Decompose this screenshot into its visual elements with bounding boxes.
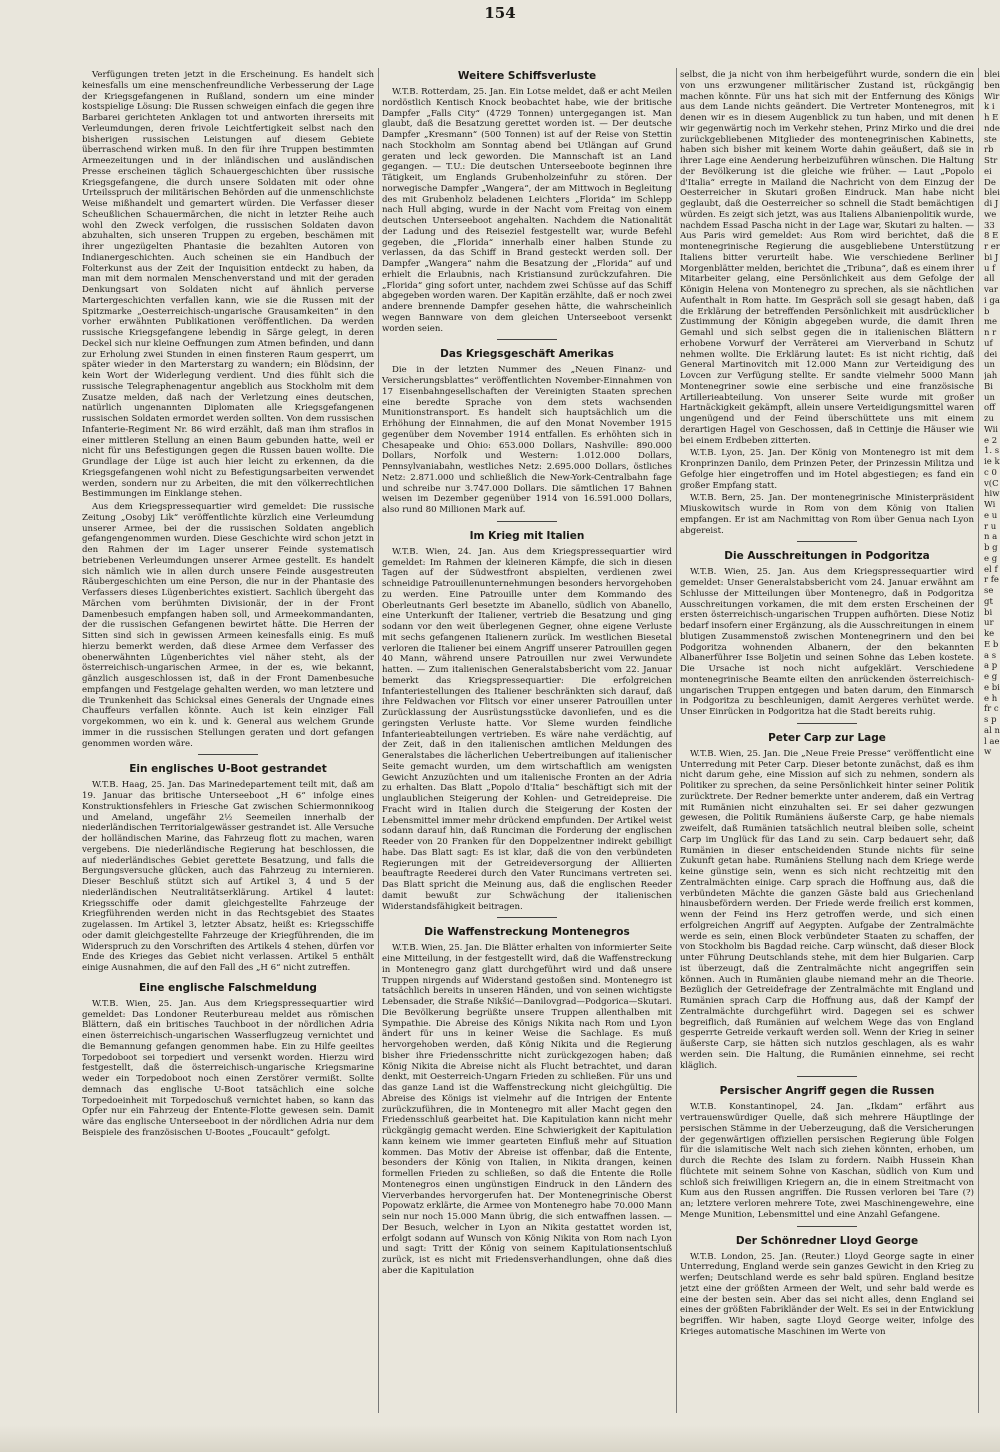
divider xyxy=(497,917,557,918)
article-text: W.T.B. Wien, 24. Jan. Aus dem Kriegspressequartier wird gemeldet: Im Rahmen der kleineren Kämpfe, die sich in diesen Tagen auf der Südwestfront abspielten, verdienen zwei schneidige Patrouillenunternehmungen besonders hervorgehoben zu werden. Eine Patrouille unter dem Kommando des Oberleutnants Gerl besetzte im Abanello, südlich von Abanello, eine Unterkunft der Italiener, vertrieb die Besatzung und ging sodann vor den weit überlegenen Gegner, ohne eigene Verluste mit sechs gefangenen Italienern zurück. Im westlichen Biesetal verloren die Italiener bei einem Angriff unserer Patrouillen gegen 40 Mann, während unsere Patrouillen nur zwei Verwundete hatten. — Zum italienischen Generalstabsbericht vom 22. Januar bemerkt das Kriegspressequartier: Die erfolgreichen Infanteriestellungen des Italiener beschränkten sich darauf, daß ihre Feldwachen vor Flitsch vor einer unserer Patrouillen unter Zurücklassung der Ausrüstungsstücke davonliefen, und es die geringsten Verluste hatte. Vor Sleme wurden feindliche Infanterieabteilungen vertrieben. Es wäre nahe verdächtig, auf der Zeit, daß in den italienischen amtlichen Meldungen des Generalstabes die lächerlichen Uebertreibungen auf italienischer Seite gemacht wurden, um dem wirtschaftlich am wenigsten Gewicht Anzuzüchten und um italienische Fronten an der Adria zu erhalten. Das Blatt „Popolo d'Italia“ beschäftigt sich mit der unglaublichen Steigerung der Kohlen- und Getreidepreise. Die Fracht wird in Italien durch die Steigerung der Kosten der Lebensmittel immer mehr drückend empfunden. Der Artikel weist sodann darauf hin, daß Runciman die Forderung der englischen Reeder von 20 Franken für den Doppelzentner indirekt gebilligt habe. Das Blatt sagt: Es ist klar, daß die von den verbündeten Regierungen mit der Getreideversorgung der Alliierten beauftragte Reederei durch den Vater Runcimans vertreten sei. Das Blatt spricht die Meinung aus, daß die englischen Reeder damit bewußt zur Schwächung der italienischen Widerstandsfähigkeit beitragen. xyxy=(382,546,672,912)
article-text: W.T.B. Wien, 25. Jan. Die „Neue Freie Presse“ veröffentlicht eine Unterredung mit Peter Carp. Dieser betonte zunächst, daß es ihm nicht darum gehe, eine Mission auf sich zu nehmen, sondern als Politiker zu sprechen, da seine Persönlichkeit hinter seiner Politik zurücktrete. Der Redner bemerkte unter anderem, daß ein Vertrag mit Rumänien nicht einzuhalten sei. Er sei daher gezwungen gewesen, die Politik Rumäniens äußerste Carp, ge habe niemals zweifelt, daß Rumänien tatsächlich neutral bleiben solle, scheint Carp im Unglück für das Land zu sein. Carp bedauert sehr, daß Rumänien in dieser entscheidenden Stunde nichts für seine Zukunft getan habe. Rumäniens Stellung nach dem Kriege werde keine günstige sein, wenn es sich nicht rechtzeitig mit den Zentralmächten einige. Carp sprach die Hoffnung aus, daß die verbündeten Mächte die ganzen Gäste bald aus Griechenland hinausbefördern werden. Der Friede werde freilich erst kommen, wenn der Feind ins Herz getroffen werde, und sich einen erfolgreichen Angriff auf Aegypten. Aufgabe der Zentralmächte werde es sein, einen Block verbündeter Staaten zu schaffen, der von Stockholm bis Bagdad reiche. Carp wünscht, daß dieser Block unter Führung Deutschlands stehe, mit dem hier Bulgarien. Carp ist überzeugt, daß die Zentralmächte nicht angegriffen sein können. Auch in Rumänien glaube niemand mehr an die Theorie. Bezüglich der Getreidefrage der Zentralmächte mit England und Rumänien sprach Carp die Hoffnung aus, daß der Kampf der Zentralmächte durchgeführt wird. Dagegen sei es schwer begreiflich, daß Rumänien auf welchem Wege das von England gesperrte Getreide verkauft werden soll. Wenn der Krieg in seiner äußerste Carp, sie hätten sich nutzlos geschlagen, als es wahr werden sein. Die Haltung, die Rumänien einnehme, sei recht kläglich. xyxy=(680,748,974,1071)
column-separator xyxy=(676,68,677,1413)
column-1 xyxy=(82,70,374,1141)
article-text: W.T.B. Bern, 25. Jan. Der montenegrinische Ministerpräsident Miuskowitsch wurde in Rom von dem König von Italien empfangen. Er ist am Nachmittag von Rom über Genua nach Lyon abgereist. xyxy=(680,493,974,536)
headline: Die Waffenstreckung Montenegros xyxy=(424,926,630,939)
article-text: W.T.B. London, 25. Jan. (Reuter.) Lloyd George sagte in einer Unterredung, England werde sein ganzes Gewicht in den Krieg zu werfen; Deutschland werde es sehr bald spüren. England besitze jetzt eine der größten Armeen der Welt, und sehr bald werde es eine der besten sein. Aber das sei nicht alles, denn England sei eines der größten Fabrikländer der Welt. Es sei in der Entwicklung begriffen. Wir haben, sagte Lloyd George weiter, infolge des Krieges automatische Maschinen im Werte von xyxy=(680,1251,974,1337)
article-text: Aus dem Kriegspressequartier wird gemeldet: Die russische Zeitung „Osobyj Lik“ veröffentlichte kürzlich eine Verleumdung unserer Armee, bei der die russischen Soldaten angeblich gefangengenommen wurden. Diese Geschichte wird schon jetzt in den Rahmen der im Lager unserer Feinde systematisch betriebenen Verleumdungen unserer Armee gestellt. Es handelt sich nämlich wie in allen durch unsere Feinde ausgestreuten Räubergeschichten um eine Person, die nur in der Phantasie des Verfassers dieses Lügenberichtes existiert. Sachlich übergeht das Märchen vom berühmten Divisionär, der in der Front Damenbesuch empfangen haben soll, und Armeekommandanten, der die russischen Gefangenen bewirtet hätte. Die Herren der Sitten sind sich in gewissen Armeen keinesfalls einig. Es muß hierzu bemerkt werden, daß diese Armee dem Verfasser des obenerwähnten Lügenberichtes viel näher steht, als der österreichisch-ungarischen Armee, in der es, wie bekannt, gänzlich ausgeschlossen ist, daß in der Front Damenbesuche empfangen und Festgelage gehalten werden, wo man letztere und die Trunkenheit das Schicksal eines Generals der Ungnade eines Chauffeurs verfallen könnte. Auch ist kein einziger Fall vorgekommen, wo ein k. und k. General aus welchem Grunde immer in die russischen Stellungen geraten und dort gefangen genommen worden wäre. xyxy=(82,502,374,749)
divider xyxy=(797,541,857,542)
article-text: selbst, die ja nicht von ihm herbeigeführt wurde, sondern die ein von uns erzwungener militärischer Zustand ist, rückgängig machen könnte. Für uns hat sich mit der Entfernung des Königs aus dem Lande nichts geändert. Die Vertreter Montenegros, mit denen wir es in diesem Augenblick zu tun haben, und mit denen wir gegenwärtig noch im Verkehr stehen, Prinz Mirko und die drei zurückgebliebenen Mitglieder des montenegrinischen Kabinetts, haben sich bisher mit keinem Worte dahin geäußert, daß sie in ihrer Lage eine Aenderung herbeizuführen wünschen. Die Haltung der Bevölkerung ist die gleiche wie früher. — Laut „Popolo d'Italia“ erregte in Mailand die Nachricht von dem Einzug der Oesterreicher in Skutari großen Eindruck. Man habe nicht geglaubt, daß die Oesterreicher so schnell die Stadt bemächtigen würden. Es zeigt sich jetzt, was aus Italiens Albanienpolitik wurde, nachdem Essad Pascha nicht in der Lage war, Skutari zu halten. — Aus Paris wird gemeldet: Aus Rom wird berichtet, daß die montenegrinische Regierung die ausgebliebene Unterstützung Italiens bitter verurteilt habe. Wie verschiedene Berliner Morgenblätter melden, berichtet die „Tribuna“, daß es einem ihrer Mitarbeiter gelang, eine Persönlichkeit aus dem Gefolge der Königin Helena von Montenegro zu sprechen, als sie nächtlichen Aufenthalt in Rom hatte. Im Gespräch soll sie gesagt haben, daß die Erklärung der betreffenden Persönlichkeit mit ausdrücklicher Zustimmung der Königin abgegeben wurde, die damit Ihren Gemahl und sich selbst gegen die in italienischen Blättern erhobene Vorwurf der Verräterei am Vierverband in Schutz nehmen wollte. Die Erklärung lautet: Es ist nicht richtig, daß General Martinovitch mit 12.000 Mann zur Verteidigung des Lovcen zur Verfügung stellte. Er sandte vielmehr 5000 Mann Montenegriner sowie eine serbische und eine französische Artillerieabteilung. Von unserer Seite wurde mit großer Hartnäckigkeit gekämpft, allein unsere Verteidigungsmittel waren ungenügend und der Feind überschüttete uns mit einem derartigen Hagel von Geschossen, daß in Cettinje die Häuser wie bei einem Erdbeben zitterten. xyxy=(680,70,974,446)
article-text: W.T.B. Lyon, 25. Jan. Der König von Montenegro ist mit dem Kronprinzen Danilo, dem Prinzen Peter, der Prinzessin Militza und Gefolge hier eingetroffen und im Hotel abgestiegen; es fand ein großer Empfang statt. xyxy=(680,448,974,491)
article-text: Die in der letzten Nummer des „Neuen Finanz- und Versicherungsblattes“ veröffentlichten November-Einnahmen von 17 Eisenbahngesellschaften der Vereinigten Staaten sprechen eine beredte Sprache von dem stets wachsenden Munitionstransport. Es handelt sich hauptsächlich um die Erhöhung der Einnahmen, die auf den Monat November 1915 gegenüber dem November 1914 entfallen. Es erhöhten sich in Chesapeake und Ohio: 653.000 Dollars, Nashville: 890.000 Dollars, Norfolk und Western: 1.012.000 Dollars, Pennsylvaniabahn, westliches Netz: 2.695.000 Dollars, östliches Netz: 2.871.000 und schließlich die New-York-Centralbahn fage und schreibe nur 3.747.000 Dollars. Die sämtlichen 17 Bahnen weisen im Dezember gegenüber 1914 von 16.591.000 Dollars, also rund 80 Millionen Mark auf. xyxy=(382,365,672,515)
column-3 xyxy=(680,70,974,1340)
divider xyxy=(797,1076,857,1077)
headline: Der Schönredner Lloyd George xyxy=(735,1234,919,1247)
column-2 xyxy=(382,70,672,1279)
divider xyxy=(497,339,557,340)
page-number: 154 xyxy=(484,4,516,22)
headline: Eine englische Falschmeldung xyxy=(139,981,317,994)
article-text: W.T.B. Haag, 25. Jan. Das Marinedepartement teilt mit, daß am 19. Januar das britische Unterseeboot „H 6“ infolge eines Konstruktionsfehlers in Friesche Gat zwischen Schiermonnikoog und Ameland, ungefähr 2½ Seemeilen innerhalb der niederländischen Territorialgewässer gestrandet ist. Alle Versuche der holländischen Marine, das Fahrzeug flott zu machen, waren vergebens. Die niederländische Regierung hat beschlossen, die auf niederländisches Gebiet gerettete Besatzung, und falls die Bergungsversuche glücken, auch das Fahrzeug zu internieren. Dieser Beschluß stützt sich auf Artikel 3, 4 und 5 der niederländischen Neutralitätserklärung. Artikel 4 lautet: Kriegsschiffe oder damit gleichgestellte Fahrzeuge der Kriegführenden werden nicht in das Rechtsgebiet des Staates zugelassen. Im Artikel 3, letzter Absatz, heißt es: Kriegsschiffe oder damit gleichgestellte Fahrzeuge der Kriegführenden, die im Widerspruch zu den Vorschriften des Artikels 4 stehen, dürfen vor Ende des Krieges das Gebiet nicht verlassen. Artikel 5 enthält einige Ausnahmen, die auf den Fall des „H 6“ nicht zutreffen. xyxy=(82,780,374,973)
adjacent-page-edge: bleiben Wirk ih Ende sterb Strei De bleidi Jwe 338 Er erbi Ju fall vari gab men ruf dei un jah Bi un off zu Wiie 21. sie kc 0 v(C hiw Wie ur un ab ge gel fr fe se gt bi ur ke E ba sa pe ge bi e h fr c s p al nl ae w xyxy=(984,70,1000,758)
headline: Peter Carp zur Lage xyxy=(768,731,886,744)
page-bottom-edge xyxy=(0,1425,1000,1452)
divider xyxy=(797,723,857,724)
headline: Persischer Angriff gegen die Russen xyxy=(719,1085,935,1098)
headline: Das Kriegsgeschäft Amerikas xyxy=(440,348,614,361)
headline: Die Ausschreitungen in Podgoritza xyxy=(724,550,930,563)
divider xyxy=(497,521,557,522)
column-separator xyxy=(378,68,379,1413)
article-text: W.T.B. Wien, 25. Jan. Aus dem Kriegspressequartier wird gemeldet: Das Londoner Reuterbureau meldet aus römischen Blättern, daß ein britisches Tauchboot in der nördlichen Adria einen österreichisch-ungarischen Wasserflugzeug vernichtet und die Bemannung gefangen genommen habe. Ein zu Hilfe geeiltes Torpedoboot sei torpediert und versenkt worden. Hierzu wird festgestellt, daß die österreichisch-ungarische Kriegsmarine weder ein Torpedoboot noch einen Zerstörer vermißt. Sollte demnach das englische U-Boot tatsächlich eine solche Torpedoeinheit mit Torpedoschuß vernichtet haben, so kann das Opfer nur ein Fahrzeug der Entente-Flotte gewesen sein. Damit wäre das englische Unterseeboot in der nördlichen Adria nur dem Beispiele des französischen U-Bootes „Foucault“ gefolgt. xyxy=(82,998,374,1138)
headline: Ein englisches U-Boot gestrandet xyxy=(129,763,327,776)
headline: Weitere Schiffsverluste xyxy=(457,70,597,82)
article-text: W.T.B. Rotterdam, 25. Jan. Ein Lotse meldet, daß er acht Meilen nordöstlich Kentisch Knock beobachtet habe, wie der britische Dampfer „Falls City“ (4729 Tonnen) untergegangen ist. Man glaubt, daß die Besatzung gerettet worden ist. — Der deutsche Dampfer „Kresmann“ (500 Tonnen) ist auf der Reise von Stettin nach Stockholm am Sonntag abend bei Utlängan auf Grund geraten und leck geworden. Die Mannschaft ist an Land gegangen. — T.U.: Die deutschen Unterseeboote beginnen ihre Tätigkeit, um Englands Grubenholzeinfuhr zu stören. Der norwegische Dampfer „Wangera“, der am Mittwoch in Begleitung des mit Grubenholz beladenen Leichters „Florida“ im Schlepp nach Hull abging, wurde in der Nacht vom Freitag von einem deutschen Unterseeboot angehalten. Nachdem die Nationalität der Ladung und des Reiseziel festgestellt war, wurde Befehl gegeben, die „Florida“ innerhalb einer halben Stunde zu verlassen, da das Schiff in Brand gesteckt werden soll. Der Dampfer „Wangera“ nahm die Besatzung der „Florida“ auf und erhielt die Erlaubnis, nach Kristiansund zurückzufahren. Die „Florida“ ging sofort unter, nachdem zwei Schüsse auf das Schiff abgegeben worden waren. Der Kapitän erzählte, daß er noch zwei andere brennende Dampfer gesehen hätte, die wahrscheinlich wegen Bannware von dem gleichen Unterseeboot versenkt worden seien. xyxy=(382,87,672,334)
divider xyxy=(198,754,258,755)
article-text: W.T.B. Konstantinopel, 24. Jan. „Ikdam“ erfährt aus vertrauenswürdiger Quelle, daß sich mehrere Häuptlinge der persischen Stämme in der Ueberzeugung, daß die Versicherungen der gegenwärtigen offiziellen persischen Regierung üble Folgen für die islamitische Welt nach sich ziehen könnten, erhoben, um durch die Rechte des Islam zu fordern. Naibh Hussein Khan flüchtete mit seinem Sohne von Kaschan, südlich von Kum und schloß sich freiwilligen Kriegern an, die in einem Streitmacht von Kum aus den Russen angriffen. Die Russen verloren bei Tare (?) an; letztere verloren mehrere Tote, zwei Maschinengewehre, eine Menge Munition, Lebensmittel und eine Anzahl Gefangene. xyxy=(680,1102,974,1220)
article-text: Verfügungen treten jetzt in die Erscheinung. Es handelt sich keinesfalls um eine menschenfreundliche Verbesserung der Lage der Kriegsgefangenen in Rußland, sondern um eine minder kostspielige Lösung: Die Russen schweigen einfach die gegen ihre Barbarei gerichteten Anklagen tot und antworten ihrerseits mit Verleumdungen, deren frivole Leichtfertigkeit selbst nach den bisherigen russischen Leistungen auf diesem Gebiete überraschend wirken muß. In den für ihre Truppen bestimmten Armeezeitungen und in der inländischen und ausländischen Presse erscheinen täglich Schauergeschichten über russische Kriegsgefangene, die durch unsere Soldaten mit oder ohne Urteilsspruch der militärischen Behörden auf die unmenschlichste Weise mißhandelt und gemartert würden. Die Verfasser dieser Scheußlichen Schauermärchen, die nicht in letzter Reihe auch wohl den Zweck verfolgen, die russischen Soldaten davon abzuhalten, sich unseren Truppen zu ergeben, beschämen mit ihrer ungezügelten Phantasie die bezahlten Autoren von Indianergeschichten. Auch scheinen sie ein Handbuch der Folterkunst aus der Zeit der Inquisition entdeckt zu haben, da man mit dem normalen Menschenverstand und mit der geraden Denkungsart von Soldaten nicht auf ähnlich perverse Martergeschichten verfallen kann, wie sie die Russen mit der Spitzmarke „Oesterreichisch-ungarische Grausamkeiten“ in den vorher erwähnten Publikationen veröffentlichen. Da werden russische Kriegsgefangene lebendig in Särge gelegt, in deren Deckel sich nur kleine Oeffnungen zum Atmen befinden, und dann zur Erholung zwei Stunden in einen finsteren Raum gesperrt, um später wieder in den Marterstarg zu wandern; ein Blödsinn, der kein Wort der Widerlegung verdient. Und dies fühlt sich die russische Telegraphenagentur angeblich aus Stockholm mit dem Zusatze melden, daß nach der Verletzung eines deutschen, natürlich ungenannten Diplomaten alle Kriegsgefangenen russischen Soldaten ermordet werden sollten. Von dem russischen Infanterie-Regiment Nr. 86 wird erzählt, daß man ihm straflos in einer mittleren Stellung an einen Baum gebunden hatte, weil er nicht für uns Befestigungen gegen die Russen bauen wollte. Die Grundlage der Lüge ist auch hier leicht zu erkennen, da die Kriegsgefangenen wohl nicht zu Befestigungsarbeiten verwendet werden, sondern nur zu Arbeiten, die mit den völkerrechtlichen Bestimmungen im Einklange stehen. xyxy=(82,70,374,500)
column-separator xyxy=(978,68,979,1413)
headline: Im Krieg mit Italien xyxy=(469,529,585,542)
divider xyxy=(797,1226,857,1227)
article-text: W.T.B. Wien, 25. Jan. Die Blätter erhalten von informierter Seite eine Mitteilung, in der festgestellt wird, daß die Waffenstreckung in Montenegro ganz glatt durchgeführt wird und daß unsere Truppen nirgends auf Widerstand gestoßen sind. Montenegro ist tatsächlich bereits in unseren Händen, und von seinen wichtigste Lebensader, die Straße Nikšić—Danilovgrad—Podgorica—Skutari. Die Bevölkerung begrüßte unsere Truppen allenthalben mit Sympathie. Die Abreise des Königs Nikita nach Rom und Lyon ändert für uns in keiner Weise die Sachlage. Es muß hervorgehoben werden, daß König Nikita und die Regierung bisher ihre Friedensschritte nicht zurückgezogen haben; daß König Nikita die Abreise nicht als Flucht betrachtet, und daran denkt, mit Oesterreich-Ungarn Frieden zu schließen. Für uns und das ganze Land ist die Waffenstreckung nicht gleichgültig. Die Abreise des Königs ist vielmehr auf die Intrigen der Entente zurückzuführen, die in Montenegro mit aller Macht gegen den Friedensschluß gearbeitet hat. Die Kapitulation kann nicht mehr rückgängig gemacht werden. Eine Schwierigkeit der Kapitulation kann keinem wie immer gearteten Einfluß mehr auf Situation kommen. Das Motiv der Abreise ist offenbar, daß die Entente, besonders der König von Italien, in Nikita drangen, keinen formellen Frieden zu schließen, so daß die Entente die Rolle Montenegros einen ungünstigen Eindruck in den Ländern des Vierverbandes hervorgerufen hat. Der Montenegrinische Oberst Popowatz erklärte, die Armee von Montenegro habe 70.000 Mann sein nur noch 15.000 Mann übrig, die sich entwaffnen lassen. — Der Besuch, welcher in Lyon an Nikita gestattet worden ist, erfolgt sodann auf Wunsch von König Nikita von Rom nach Lyon und sagt: Tritt der König von seinem Kapitulationsentschluß zurück, ist es nicht mit Friedensverhandlungen, ohne daß dies aber die Kapitulation xyxy=(382,943,672,1276)
article-text: W.T.B. Wien, 25. Jan. Aus dem Kriegspressequartier wird gemeldet: Unser Generalstabsbericht vom 24. Januar erwähnt am Schlusse der Mitteilungen über Montenegro, daß in Podgoritza Ausschreitungen vorkamen, die mit dem ersten Erscheinen der ersten österreichisch-ungarischen Truppen aufhörten. Diese Notiz bedarf insofern einer Ergänzung, als die Ausschreitungen in einem blutigen Zusammenstoß zwischen Montenegrinern und den bei Podgoritza wohnenden Albanern, der den bekannten Albanerführer Isse Boljetin und seinen Sohne das Leben kostete. Die Ursache ist noch nicht aufgeklärt. Verschiedene montenegrinische Beamte eilten den anrückenden österreichisch-ungarischen Truppen entgegen und baten darum, den Einmarsch in Podgoritza zu beschleunigen, damit Aergeres verhütet werde. Unser Einrücken in Podgoritza hat die Stadt bereits ruhig. xyxy=(680,567,974,717)
